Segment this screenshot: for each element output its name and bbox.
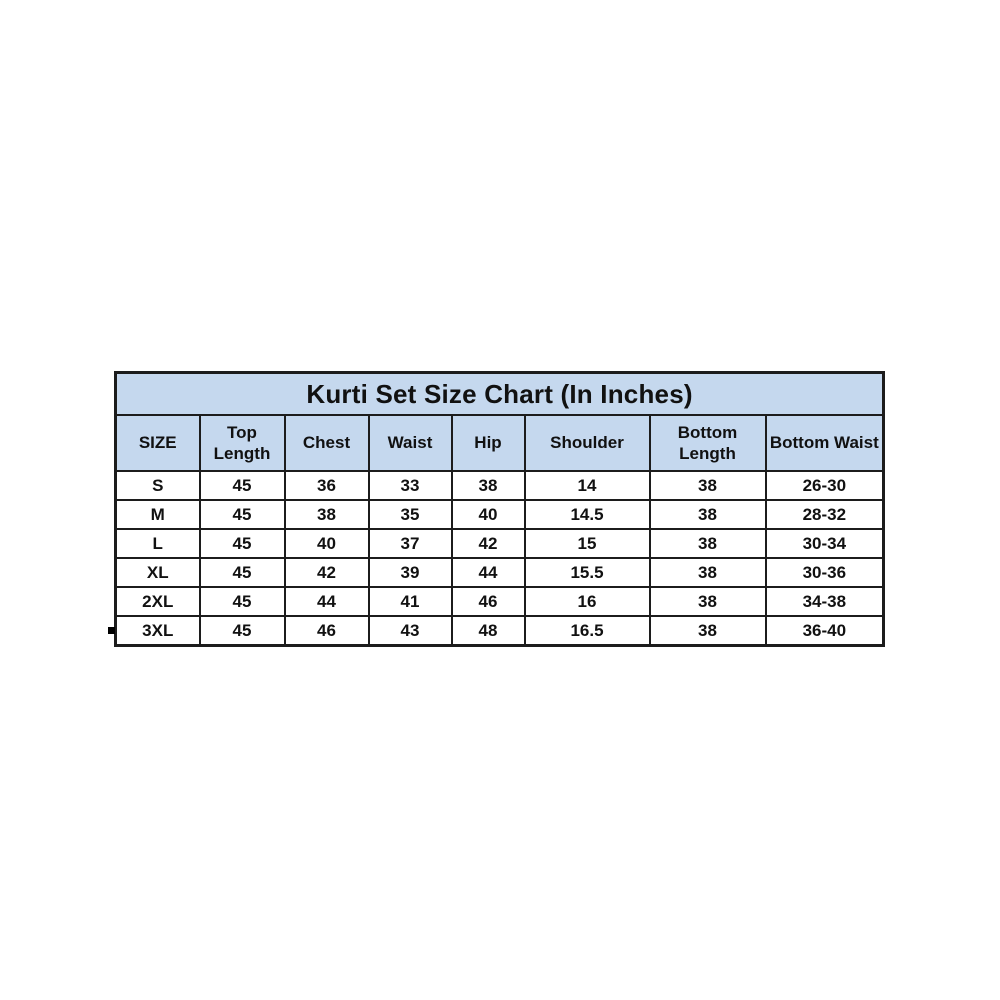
table-cell: 40 [452,500,525,529]
table-cell: 44 [285,587,369,616]
table-cell: 14 [525,471,650,500]
column-header-waist: Waist [369,415,452,471]
column-header-shoulder: Shoulder [525,415,650,471]
table-cell: 38 [650,558,766,587]
table-cell: 38 [650,529,766,558]
table-cell: 37 [369,529,452,558]
table-cell: 36-40 [766,616,884,646]
table-cell: 46 [452,587,525,616]
table-cell: 15.5 [525,558,650,587]
column-header-size: SIZE [116,415,200,471]
corner-artifact-mark [108,627,115,634]
chart-title: Kurti Set Size Chart (In Inches) [116,373,884,416]
table-cell: 45 [200,587,285,616]
table-cell: 43 [369,616,452,646]
table-cell: 38 [452,471,525,500]
table-row-xl [116,558,884,587]
table-cell: 45 [200,529,285,558]
table-cell: 16 [525,587,650,616]
table-cell: 33 [369,471,452,500]
table-cell: 38 [650,587,766,616]
size-label-cell: XL [116,558,200,587]
table-row-2xl [116,587,884,616]
table-cell: 38 [285,500,369,529]
size-label-cell: S [116,471,200,500]
table-cell: 14.5 [525,500,650,529]
table-cell: 46 [285,616,369,646]
table-cell: 40 [285,529,369,558]
table-cell: 38 [650,616,766,646]
size-label-cell: M [116,500,200,529]
table-cell: 30-36 [766,558,884,587]
table-cell: 34-38 [766,587,884,616]
column-header-bottom-length: Bottom Length [650,415,766,471]
table-cell: 38 [650,471,766,500]
table-cell: 42 [285,558,369,587]
table-title-row [116,373,884,416]
table-cell: 16.5 [525,616,650,646]
table-row-m [116,500,884,529]
size-chart-table [114,371,885,647]
table-row-s [116,471,884,500]
size-label-cell: L [116,529,200,558]
table-cell: 45 [200,616,285,646]
table-cell: 30-34 [766,529,884,558]
table-row-l [116,529,884,558]
size-label-cell: 3XL [116,616,200,646]
size-label-cell: 2XL [116,587,200,616]
column-header-top-length: Top Length [200,415,285,471]
table-cell: 15 [525,529,650,558]
table-cell: 26-30 [766,471,884,500]
table-cell: 42 [452,529,525,558]
table-cell: 28-32 [766,500,884,529]
table-cell: 35 [369,500,452,529]
table-cell: 44 [452,558,525,587]
table-cell: 45 [200,471,285,500]
table-header-row [116,415,884,471]
table-cell: 38 [650,500,766,529]
table-cell: 39 [369,558,452,587]
table-row-3xl [116,616,884,646]
column-header-bottom-waist: Bottom Waist [766,415,884,471]
table-cell: 41 [369,587,452,616]
column-header-hip: Hip [452,415,525,471]
table-cell: 45 [200,558,285,587]
table-cell: 45 [200,500,285,529]
table-cell: 48 [452,616,525,646]
column-header-chest: Chest [285,415,369,471]
table-cell: 36 [285,471,369,500]
